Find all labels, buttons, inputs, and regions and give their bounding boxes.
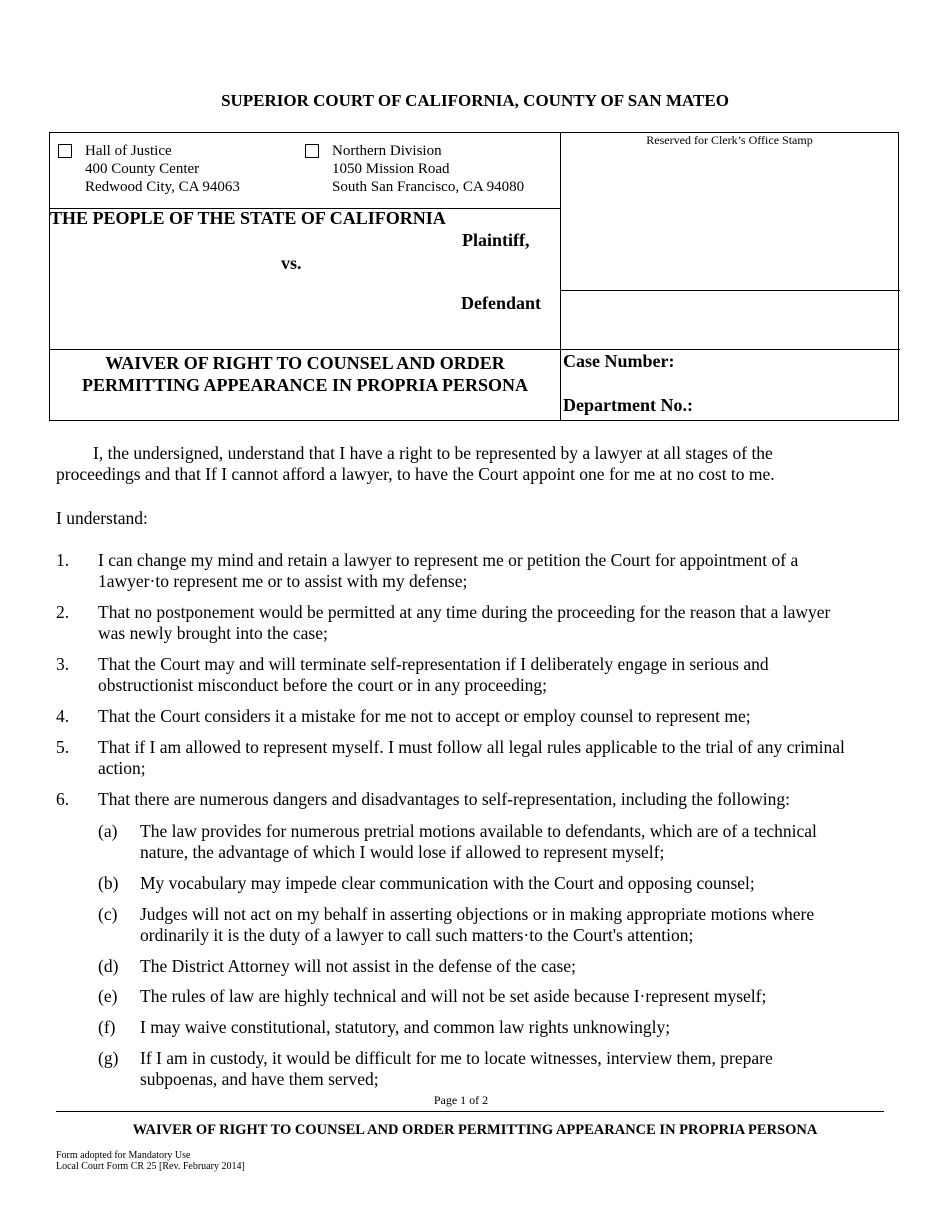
- item-number: 6.: [56, 789, 70, 809]
- form-title-line: WAIVER OF RIGHT TO COUNSEL AND ORDER: [105, 353, 505, 373]
- item-line: subpoenas, and have them served;: [140, 1069, 379, 1089]
- item-line: The rules of law are highly technical and will not be set aside because I·represent myself;: [140, 986, 767, 1006]
- item-line: ordinarily it is the duty of a lawyer to call such matters·to the Court's attention;: [140, 925, 694, 945]
- page-number: Page 1 of 2: [433, 1093, 489, 1107]
- sub-list-item: [140, 956, 576, 977]
- case-caption-box: [49, 132, 899, 421]
- title-rule: [50, 349, 900, 350]
- address-line: Northern Division: [332, 143, 442, 159]
- subitem-letter: (d): [98, 956, 119, 976]
- item-line: That there are numerous dangers and disadvantages to self-representation, including the following:: [98, 789, 791, 809]
- people-heading: THE PEOPLE OF THE STATE OF CALIFORNIA: [50, 208, 446, 228]
- hall-of-justice-address: [85, 142, 240, 196]
- item-line: The law provides for numerous pretrial motions available to defendants, which are of a technical: [140, 821, 817, 841]
- subitem-letter: (e): [98, 986, 118, 1006]
- list-item: [98, 602, 830, 644]
- list-item: [98, 706, 751, 727]
- list-item: [98, 654, 769, 696]
- vs-label: vs.: [281, 253, 302, 273]
- item-line: That the Court considers it a mistake for me not to accept or employ counsel to represent me;: [98, 706, 751, 726]
- subitem-letter: (g): [98, 1048, 119, 1068]
- item-line: 1awyer·to represent me or to assist with my defense;: [98, 571, 468, 591]
- subitem-letter: (b): [98, 873, 119, 893]
- footer-divider: [56, 1111, 884, 1112]
- northern-division-address: [332, 142, 524, 196]
- item-number: 3.: [56, 654, 70, 674]
- intro-line: proceedings and that If I cannot afford a lawyer, to have the Court appoint one for me at no cost to me.: [56, 464, 775, 484]
- case-number-label: Case Number:: [563, 351, 675, 371]
- sub-list-item: [140, 904, 814, 946]
- item-line: was newly brought into the case;: [98, 623, 328, 643]
- footer-title: WAIVER OF RIGHT TO COUNSEL AND ORDER PERMITTING APPEARANCE IN PROPRIA PERSONA: [132, 1122, 818, 1138]
- item-line: I can change my mind and retain a lawyer to represent me or petition the Court for appointment of a: [98, 550, 799, 570]
- defendant-label: Defendant: [461, 293, 541, 313]
- item-line: action;: [98, 758, 146, 778]
- subitem-letter: (f): [98, 1017, 116, 1037]
- i-understand-label: I understand:: [56, 508, 148, 528]
- item-line: Judges will not act on my behalf in asserting objections or in making appropriate motions where: [140, 904, 815, 924]
- address-line: 1050 Mission Road: [332, 161, 450, 177]
- form-title: [50, 352, 560, 396]
- footer-form-number: Local Court Form CR 25 [Rev. February 2014]: [56, 1161, 245, 1172]
- address-line: 400 County Center: [85, 161, 200, 177]
- sub-list-item: [140, 986, 766, 1007]
- item-number: 4.: [56, 706, 70, 726]
- item-number: 1.: [56, 550, 70, 570]
- clerk-stamp-label: Reserved for Clerk’s Office Stamp: [646, 133, 813, 147]
- item-line: That no postponement would be permitted at any time during the proceeding for the reason that a lawyer: [98, 602, 831, 622]
- subitem-letter: (c): [98, 904, 118, 924]
- department-label: Department No.:: [563, 395, 693, 415]
- form-title-line: PERMITTING APPEARANCE IN PROPRIA PERSONA: [81, 375, 529, 395]
- item-line: My vocabulary may impede clear communication with the Court and opposing counsel;: [140, 873, 755, 893]
- northern-division-checkbox[interactable]: [305, 144, 319, 158]
- intro-line: I, the undersigned, understand that I have a right to be represented by a lawyer at all stages of the: [93, 443, 773, 463]
- address-line: Hall of Justice: [85, 143, 172, 159]
- item-line: If I am in custody, it would be difficult for me to locate witnesses, interview them, prepare: [140, 1048, 773, 1068]
- list-item: [98, 789, 790, 810]
- address-line: South San Francisco, CA 94080: [332, 179, 525, 195]
- sub-list-item: [140, 821, 817, 863]
- plaintiff-label: Plaintiff,: [462, 230, 530, 250]
- caption-divider: [560, 133, 561, 420]
- item-line: nature, the advantage of which I would lose if allowed to represent myself;: [140, 842, 665, 862]
- hall-of-justice-checkbox[interactable]: [58, 144, 72, 158]
- item-line: That if I am allowed to represent myself. I must follow all legal rules applicable to the trial of any criminal: [98, 737, 845, 757]
- item-line: obstructionist misconduct before the court or in any proceeding;: [98, 675, 548, 695]
- sub-list-item: [140, 1048, 773, 1090]
- court-title: SUPERIOR COURT OF CALIFORNIA, COUNTY OF SAN MATEO: [221, 91, 729, 110]
- intro-paragraph: [56, 443, 876, 485]
- stamp-rule: [560, 290, 900, 291]
- item-number: 5.: [56, 737, 70, 757]
- item-number: 2.: [56, 602, 70, 622]
- list-item: [98, 550, 798, 592]
- sub-list-item: [140, 1017, 670, 1038]
- subitem-letter: (a): [98, 821, 118, 841]
- address-line: Redwood City, CA 94063: [85, 179, 240, 195]
- footer-note: Form adopted for Mandatory Use: [56, 1150, 191, 1161]
- item-line: I may waive constitutional, statutory, and common law rights unknowingly;: [140, 1017, 671, 1037]
- list-item: [98, 737, 845, 779]
- sub-list-item: [140, 873, 755, 894]
- item-line: That the Court may and will terminate self-representation if I deliberately engage in serious and: [98, 654, 769, 674]
- item-line: The District Attorney will not assist in the defense of the case;: [140, 956, 576, 976]
